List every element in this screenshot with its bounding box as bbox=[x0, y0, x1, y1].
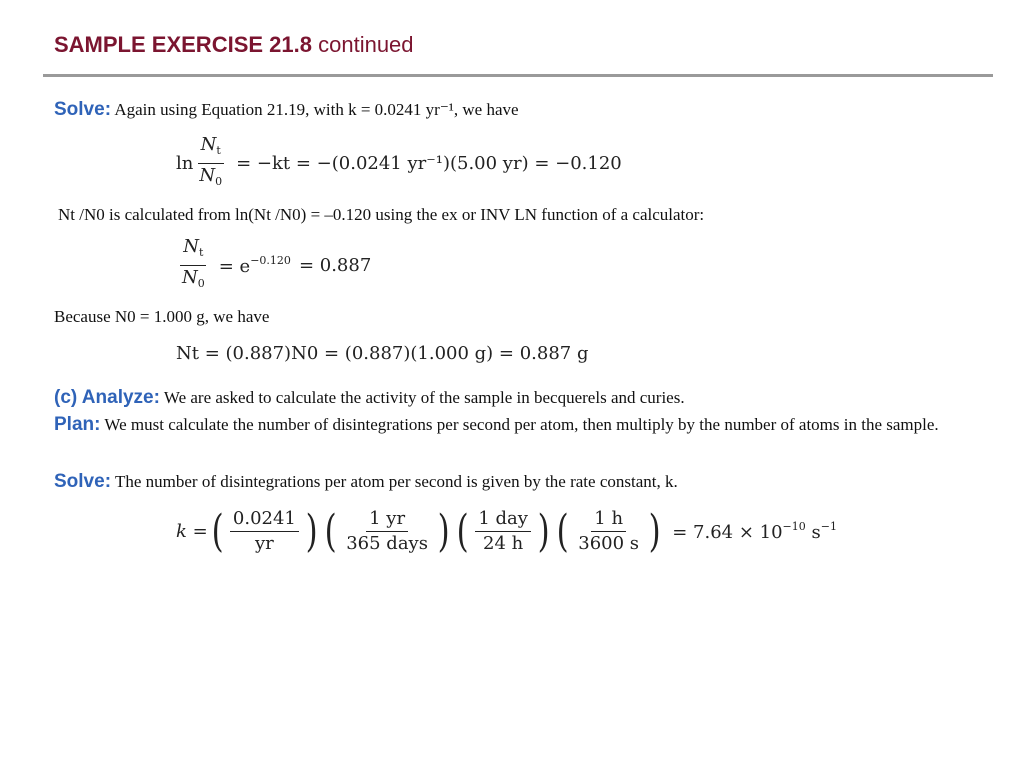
ratio-result: = 0.887 bbox=[298, 255, 372, 276]
plan-text: We must calculate the number of disintegrations per second per atom, then multiply by the number of atoms in the sample. bbox=[104, 415, 939, 434]
exp-term: = $e^{-0.120}$ bbox=[218, 254, 291, 277]
factor-4-num: 1 h bbox=[591, 508, 626, 532]
solve-text-1: Again using Equation 21.19, with k = 0.0241 yr⁻¹, we have bbox=[114, 100, 519, 119]
factor-2 bbox=[343, 508, 431, 555]
fraction-denominator: $N_0$ bbox=[199, 165, 223, 188]
factor-4 bbox=[575, 508, 642, 555]
analyze-label: (c) Analyze: bbox=[54, 387, 160, 408]
solve-label-2: Solve: bbox=[54, 471, 112, 492]
k-lhs: k = bbox=[176, 521, 208, 542]
equation-rate-constant bbox=[176, 505, 845, 557]
left-paren-2: ( bbox=[324, 505, 337, 557]
calculation-sentence: Nt /N0 is calculated from ln(Nt /N0) = –0.120 using the ex or INV LN function of a calculator: bbox=[58, 205, 705, 224]
ln-symbol: ln bbox=[176, 153, 194, 174]
equation-rhs: = −kt = −(0.0241 yr⁻¹)(5.00 yr) = −0.120 bbox=[236, 153, 622, 174]
left-paren-3: ( bbox=[456, 505, 469, 557]
factor-4-den: 3600 s bbox=[578, 533, 640, 554]
factor-2-den: 365 days bbox=[346, 533, 428, 554]
analyze-paragraph bbox=[54, 386, 685, 410]
factor-3 bbox=[475, 508, 531, 555]
analyze-text: We are asked to calculate the activity of the sample in becquerels and curies. bbox=[163, 388, 685, 407]
solve-label-1: Solve: bbox=[54, 99, 112, 120]
equation-ln-ratio bbox=[176, 134, 630, 193]
rate-result: = $7.64 \times 10^{-10}$ $s^{-1}$ bbox=[672, 520, 837, 543]
right-paren-1: ) bbox=[305, 505, 318, 557]
fraction-numerator: $N_t$ bbox=[198, 134, 224, 164]
ratio-fraction-2 bbox=[179, 236, 208, 295]
factor-1-den: yr bbox=[254, 533, 274, 554]
right-paren-3: ) bbox=[537, 505, 550, 557]
factor-3-den: 24 h bbox=[483, 533, 524, 554]
factor-3-num: 1 day bbox=[475, 508, 531, 532]
right-paren-2: ) bbox=[437, 505, 450, 557]
factor-1-num: 0.0241 bbox=[230, 508, 299, 532]
left-paren-1: ( bbox=[211, 505, 224, 557]
solve-paragraph-1 bbox=[54, 98, 519, 122]
fraction-denominator-2: $N_0$ bbox=[182, 267, 205, 290]
title-continued: continued bbox=[318, 32, 414, 57]
factor-2-num: 1 yr bbox=[366, 508, 408, 532]
solve-text-2: The number of disintegrations per atom per second is given by the rate constant, k. bbox=[114, 472, 678, 491]
factor-1 bbox=[230, 508, 299, 555]
title-divider bbox=[43, 74, 993, 77]
fraction-numerator-2: $N_t$ bbox=[180, 236, 206, 266]
left-paren-4: ( bbox=[556, 505, 569, 557]
because-sentence: Because N0 = 1.000 g, we have bbox=[54, 307, 270, 326]
plan-label: Plan: bbox=[54, 414, 101, 435]
plan-paragraph bbox=[54, 413, 954, 437]
solve-paragraph-2 bbox=[54, 470, 678, 494]
right-paren-4: ) bbox=[648, 505, 661, 557]
slide-title bbox=[54, 32, 414, 58]
equation-mass: Nt = (0.887)N0 = (0.887)(1.000 g) = 0.887 g bbox=[176, 343, 589, 364]
title-bold: SAMPLE EXERCISE 21.8 bbox=[54, 32, 312, 57]
equation-ratio-value bbox=[176, 236, 371, 295]
ratio-fraction bbox=[196, 134, 225, 193]
